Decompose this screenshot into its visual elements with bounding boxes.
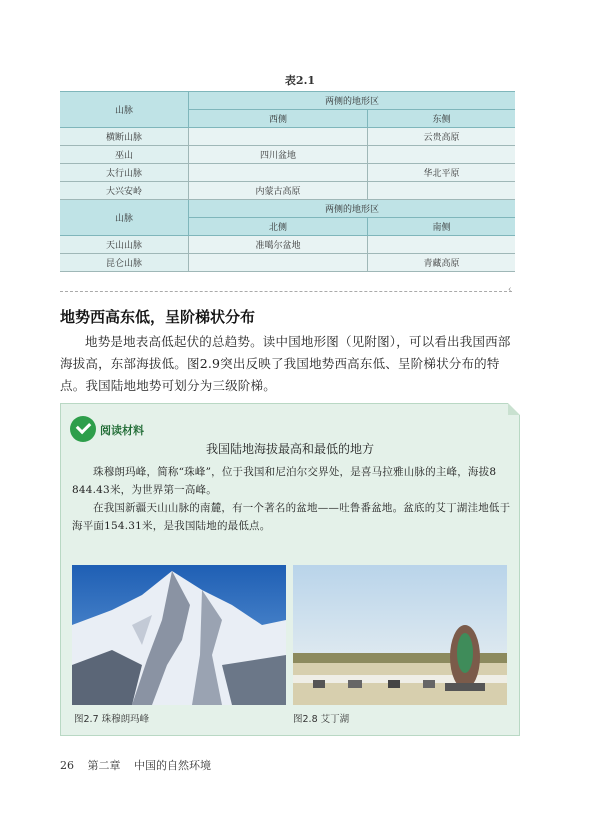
cell-west <box>189 128 368 146</box>
table-header-row-2 <box>60 200 515 218</box>
cell-mountain: 昆仑山脉 <box>60 254 189 272</box>
reading-title: 我国陆地海拔最高和最低的地方 <box>205 442 374 456</box>
cell-west: 四川盆地 <box>189 146 368 164</box>
cell-mountain: 横断山脉 <box>60 128 189 146</box>
photo-everest <box>72 565 286 705</box>
cell-east: 云贵高原 <box>367 128 515 146</box>
page-number: 26 <box>60 759 74 772</box>
header-group: 两侧的地形区 <box>189 92 516 110</box>
cell-north <box>189 254 368 272</box>
header-north: 北侧 <box>189 218 368 236</box>
reading-label: 阅读材料 <box>100 424 144 437</box>
table-row <box>60 182 515 200</box>
table-row <box>60 146 515 164</box>
chapter-number: 第二章 <box>87 759 121 772</box>
cell-mountain: 天山山脉 <box>60 236 189 254</box>
table-row <box>60 254 515 272</box>
table-header-row <box>60 92 515 110</box>
cell-mountain: 大兴安岭 <box>60 182 189 200</box>
cell-north: 准噶尔盆地 <box>189 236 368 254</box>
cell-west <box>189 164 368 182</box>
header-west: 西侧 <box>189 110 368 128</box>
chapter-title: 中国的自然环境 <box>134 759 211 772</box>
table-row <box>60 164 515 182</box>
page-footer <box>60 757 221 773</box>
divider-arrow-icon: ‹ <box>508 285 512 295</box>
cell-east: 华北平原 <box>367 164 515 182</box>
figure-caption-2: 图2.8 艾丁湖 <box>293 714 350 725</box>
reading-text <box>72 463 512 535</box>
folded-corner-icon <box>508 403 520 415</box>
header-mountain-2: 山脉 <box>60 200 189 236</box>
section-title: 地势西高东低，呈阶梯状分布 <box>60 308 256 326</box>
landform-table <box>60 91 515 272</box>
cell-mountain: 巫山 <box>60 146 189 164</box>
header-east: 东侧 <box>367 110 515 128</box>
table-row <box>60 128 515 146</box>
reading-paragraph-2: 在我国新疆天山山脉的南麓，有一个著名的盆地——吐鲁番盆地。盆底的艾丁湖洼地低于海平面154.31米，是我国陆地的最低点。 <box>72 502 511 532</box>
header-group-2: 两侧的地形区 <box>189 200 516 218</box>
cell-west: 内蒙古高原 <box>189 182 368 200</box>
header-mountain: 山脉 <box>60 92 189 128</box>
body-paragraph: 地势是地表高低起伏的总趋势。读中国地形图（见附图），可以看出我国西部海拔高，东部海拔低。图2.9突出反映了我国地势西高东低、呈阶梯状分布的特点。我国陆地地势可划分为三级阶梯。 <box>60 334 511 393</box>
cell-south <box>367 236 515 254</box>
cell-mountain: 太行山脉 <box>60 164 189 182</box>
photo-aiding-lake <box>293 565 507 705</box>
table-row <box>60 236 515 254</box>
reading-check-icon <box>70 416 96 442</box>
reading-paragraph-1: 珠穆朗玛峰，简称“珠峰”，位于我国和尼泊尔交界处，是喜马拉雅山脉的主峰，海拔8 844.43米，为世界第一高峰。 <box>72 466 497 496</box>
header-south: 南侧 <box>367 218 515 236</box>
cell-south: 青藏高原 <box>367 254 515 272</box>
cell-east <box>367 182 515 200</box>
dashed-divider <box>60 291 512 292</box>
cell-east <box>367 146 515 164</box>
figure-caption-1: 图2.7 珠穆朗玛峰 <box>74 714 150 725</box>
table-caption: 表2.1 <box>284 74 316 87</box>
